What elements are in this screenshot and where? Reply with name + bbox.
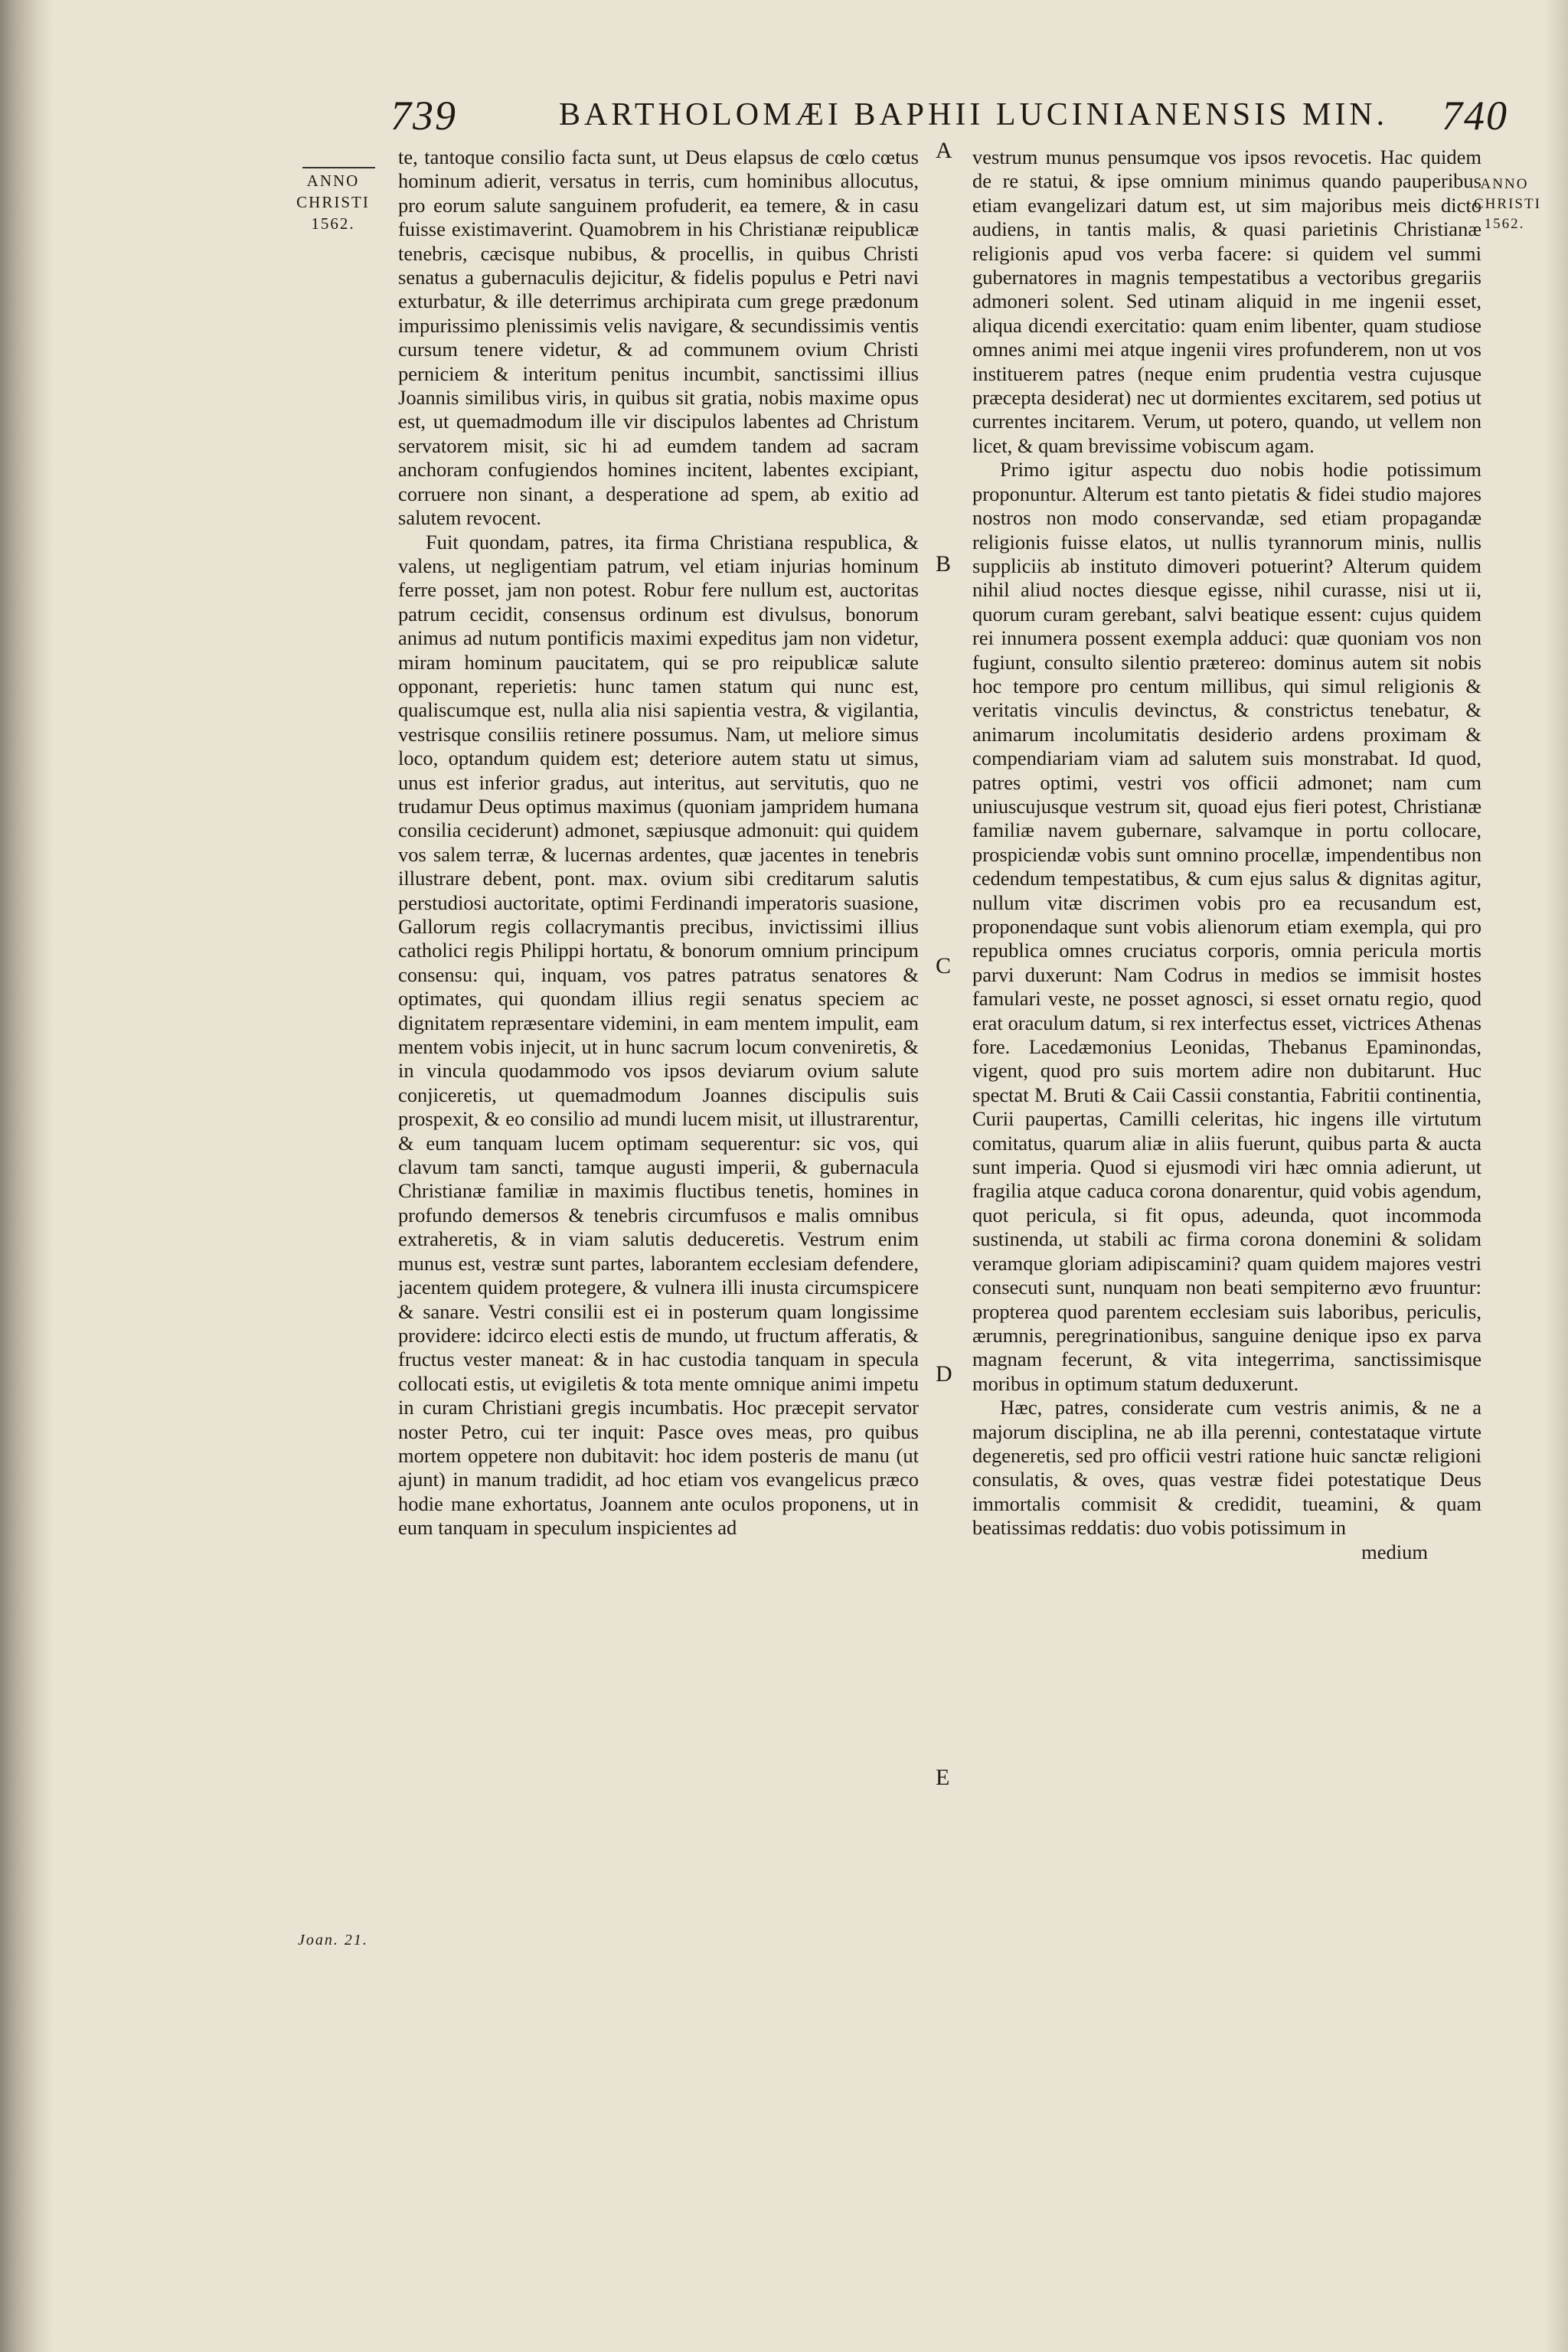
running-title: BARTHOLOMÆI BAPHII LUCINIANENSIS MIN. [559, 97, 1389, 132]
paragraph: Hæc, patres, considerate cum vestris animis, & ne a majorum disciplina, ne ab illa perenni, contestataque virtute degeneretis, sed pro officii vestri ratione huic sanctæ religioni consulatis, & oves, quas vestræ fidei potestatique Deus immortalis commisit & credidit, tueamini, & quam beatissimas reddatis: duo vobis potissimum in [972, 1396, 1481, 1540]
page-number-left: 739 [390, 93, 457, 139]
margin-note-year-right: ANNO CHRISTI 1562. [1474, 176, 1541, 232]
margin-note-year-left: ANNO CHRISTI 1562. [296, 172, 370, 233]
paragraph: Primo igitur aspectu duo nobis hodie potissimum proponuntur. Alterum est tanto pietatis & fidei studio majores nostros non modo conservandæ, sed etiam propagandæ religionis fuisse elatos, ut nullis tyrannorum minis, nullis suppliciis ab instituto dimoveri potuerint? Alterum quidem nihil aliud noctes diesque egisse, nihil curasse, nisi ut ii, quorum curam gerebant, salvi beatique essent: cujus quidem rei innumera possent exempla adduci: quæ quoniam vos non fugiunt, consulto silentio prætereo: dominus autem sit nobis hoc tempore pro centum millibus, qui simul religionis & veritatis vinculis devinctus, & constrictus tenebatur, & animarum incolumitatis desiderio ardens proximam & compendiariam viam ad salutem suis monstrabat. Id quod, patres optimi, vestri vos officii admonet; nam cum uniuscujusque vestrum sit, quoad ejus fieri potest, Christianæ familiæ navem gubernare, salvamque in portu collocare, prospiciendæ vobis sunt omnino procellæ, impendentibus non cedendum tempestatibus, & cum ejus salus & dignitas agitur, nullum vitæ discrimen vobis pro ea recusandum est, proponendaque sunt vobis alienorum etiam exempla, qui pro republica omnes cruciatus corporis, omnia pericula mortis parvi duxerunt: Nam Codrus in medios se immisit hostes famulari veste, ne posset agnosci, si esset ornatu regio, quod erat oraculum datum, si rex interfectus esset, victrices Athenas fore. Lacedæmonius Leonidas, Thebanus Epaminondas, vigent, quod pro suis mortem adire non dubitarunt. Huc spectat M. Bruti & Caii Cassii constantia, Fabritii continentia, Curii paupertas, Camilli celeritas, hic ingens ille virtutum comitatus, quarum aliæ in aliis fuerunt, quibus parta & aucta sunt imperia. Quod si ejusmodi viri hæc omnia adierunt, ut fragilia atque caduca corona donarentur, quid vobis agendum, quot pericula, si fit opus, adeunda, quot incommoda sustinenda, ut stabili ac firma corona donemini & solidam veramque gloriam adipiscamini? quam quidem majores vestri consecuti sunt, nunquam non beati sempiterno ævo fruuntur: propterea quod parentem ecclesiam suis laboribus, periculis, ærumnis, peregrinationibus, sanguine denique ipso ex parva magnam fecerunt, & vita integerrima, sanctissimisque moribus in optimum statum deduxerunt. [972, 458, 1481, 1395]
section-letter-a: A [936, 138, 952, 163]
margin-rule [302, 167, 375, 168]
left-text-column [398, 145, 919, 1540]
book-gutter-shadow [0, 0, 54, 2352]
paragraph: vestrum munus pensumque vos ipsos revocetis. Hac quidem de re statui, & ipse omnium minimus quando pauperibus etiam evangelizari datum est, ut sim majoribus meis dicto audiens, in tantis malis, & quasi parietinis Christianæ religionis apud vos verba facere: si quidem vel summi gubernatores in magnis tempestatibus a vectoribus gregariis admoneri solent. Sed utinam aliquid in me ingenii esset, aliqua dicendi exercitatio: quam enim libenter, quam studiose omnes animi mei atque ingenii vires profunderem, non ut vos instituerem patres (neque enim prudentia vestra cujusque præcepta desiderat) nec ut dormientes excitarem, sed potius ut currentes incitarem. Verum, ut potero, quando, ut vellem non licet, & quam brevissime vobiscum agam. [972, 145, 1481, 457]
page-number-right: 740 [1442, 93, 1508, 139]
section-letter-d: D [936, 1361, 952, 1387]
paragraph: Fuit quondam, patres, ita firma Christiana respublica, & valens, ut negligentiam patrum, vel etiam injurias hominum ferre posset, jam non potest. Robur fere nullum est, auctoritas patrum cecidit, consensus ordinum est divulsus, bonorum animus ad nutum pontificis maximi expeditus jam non videtur, miram hominum paucitatem, qui se pro reipublicæ salute opponant, reperietis: hunc tamen statum qui nunc est, qualiscumque est, nulla alia nisi sapientia vestra, & vigilantia, vestrisque consiliis retinere possumus. Nam, ut meliore simus loco, optandum quidem est; deteriore autem statu ut simus, unus est inferior gradus, aut interitus, aut servitutis, quo ne trudamur Deus optimus maximus (quoniam jampridem humana consilia ceciderunt) admonet, sæpiusque admonuit: qui quidem vos salem terræ, & lucernas ardentes, quæ jacentes in tenebris illustrare debent, pont. max. ovium sibi creditarum salutis perstudiosi auctoritate, optimi Ferdinandi imperatoris suasione, Gallorum regis collacrymantis precibus, invictissimi illius catholici regis Philippi hortatu, & bonorum omnium principum consensu: qui, inquam, vos patres patratus senatores & optimates, qui quondam illius regii senatus speciem ac dignitatem repræsentare videmini, in eam mentem impulit, eam mentem vobis injecit, ut in hunc sacrum locum conveniretis, & in vincula quodammodo vos ipsos deviarum ovium salute conjiceretis, ut quemadmodum Joannes discipulis suis prospexit, & eo consilio ad mundi lucem misit, ut illustrarentur, & eum tanquam lucem optimam sequerentur: sic vos, qui clavum tam sancti, tamque augusti imperii, & gubernacula Christianæ familiæ in maximis fluctibus tenetis, homines in profundo demersos & tenebris circumfusos e malis omnibus extraheretis, & in viam salutis deduceretis. Vestrum enim munus est, vestræ sunt partes, laborantem ecclesiam defendere, jacentem quidem protegere, & vulnera illi inusta circumspicere & sanare. Vestri consilii est ei in posterum quam longissime providere: idcirco electi estis de mundo, ut fructum afferatis, & fructus vester maneat: & in hac custodia tanquam in specula collocati estis, ut evigiletis & tota mente omnique animi impetu in curam Christiani gregis incumbatis. Hoc præcepit servator noster Petro, cui ter inquit: Pasce oves meas, pro quibus mortem oppetere non dubitavit: hoc idem posteris de manu (ut ajunt) in manum tradidit, ad hoc etiam vos evangelicus præco hodie mane exhortatus, Joannem ante oculos proponens, ut in eum tanquam in speculum inspicientes ad [398, 530, 919, 1540]
paragraph: te, tantoque consilio facta sunt, ut Deus elapsus de cœlo cœtus hominum adierit, versatus in terris, cum hominibus allocutus, pro eorum salute sanguinem profuderit, ea temere, & in casu fuisse existimaverint. Quamobrem in his Christianæ reipublicæ tenebris, cæcisque nubibus, & procellis, in quibus Christi senatus a gubernaculis dejicitur, & fidelis populus e Petri navi exturbatur, & ille deterrimus archipirata cum grege prædonum impurissimo plenissimis velis navigare, & secundissimis ventis cursum tenere videtur, & ad communem ovium Christi perniciem & interitum penitus incumbit, sanctissimi illius Joannis similibus viris, in quibus sit gratia, nobis maxime opus est, ut quemadmodum ille vir discipulos labentes ad Christum servatorem misit, sic hi ad eumdem tandem ad sacram anchoram confugiendos homines incitent, labentes excipiant, corruere non sinant, a desperatione ad spem, ab exitio ad salutem revocent. [398, 145, 919, 530]
section-letter-e: E [936, 1765, 950, 1790]
page-header [390, 92, 1524, 145]
catchword: medium [1361, 1540, 1428, 1563]
margin-note-scripture-ref: Joan. 21. [298, 1932, 368, 1949]
section-letter-c: C [936, 953, 952, 978]
page-right-edge [1545, 0, 1568, 2352]
section-letter-b: B [936, 551, 952, 577]
right-text-column [972, 145, 1481, 1564]
